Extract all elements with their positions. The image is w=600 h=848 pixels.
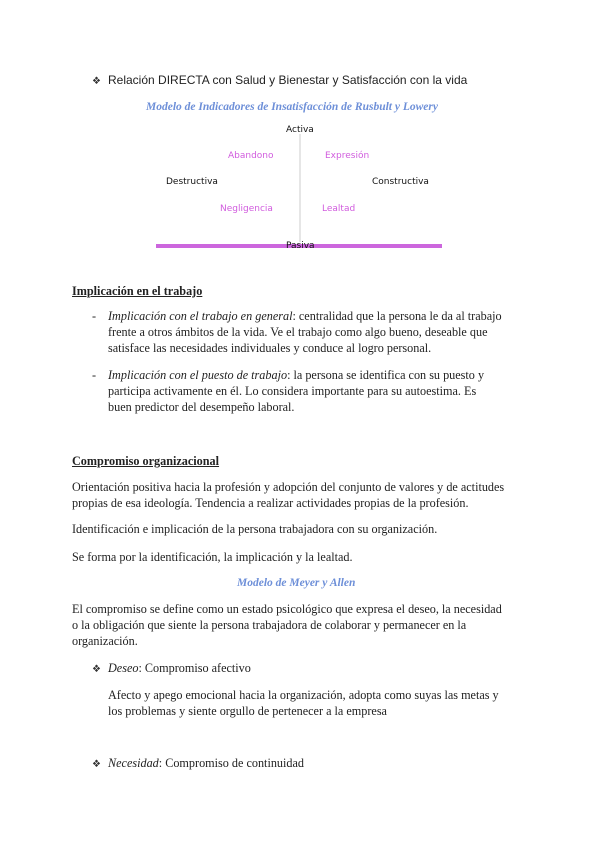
intro-bullet-text: Relación DIRECTA con Salud y Bienestar y Satisfacción con la vida xyxy=(108,73,468,87)
diamond-bullet-icon: ❖ xyxy=(92,664,101,675)
term-deseo: Deseo xyxy=(108,661,139,675)
dash-bullet: - xyxy=(92,368,97,382)
quadrant-abandono: Abandono xyxy=(228,151,274,161)
deseo-bullet: Deseo: Compromiso afectivo xyxy=(108,661,251,675)
quadrant-lealtad: Lealtad xyxy=(322,204,356,214)
axis-label-activa: Activa xyxy=(286,125,314,135)
compromiso-paragraph-3: Se forma por la identificación, la implicación y la lealtad. xyxy=(72,550,353,564)
quadrant-expresion: Expresión xyxy=(325,151,370,161)
diamond-bullet-icon: ❖ xyxy=(92,759,101,770)
heading-implicacion: Implicación en el trabajo xyxy=(72,284,203,298)
heading-compromiso: Compromiso organizacional xyxy=(72,454,220,468)
implicacion-item-1: Implicación con el trabajo en general: centralidad que la persona le da al trabajo frente a otros ámbitos de la vida. Ve el trabajo como algo bueno, deseable que satisface las necesidades individuales y conduce al logro personal. xyxy=(108,309,502,355)
deseo-description: Afecto y apego emocional hacia la organización, adopta como suyas las metas y los problemas y siente orgullo de pertenecer a la empresa xyxy=(108,688,499,718)
compromiso-paragraph-2: Identificación e implicación de la persona trabajadora con su organización. xyxy=(72,522,438,536)
term-implicacion-general: Implicación con el trabajo en general xyxy=(108,309,293,323)
compromiso-paragraph-1: Orientación positiva hacia la profesión y adopción del conjunto de valores y de actitudes propias de esa ideología. Tendencia a realizar actividades propias de la profesión. xyxy=(72,480,505,510)
implicacion-item-2: Implicación con el puesto de trabajo: la persona se identifica con su puesto y participa activamente en él. Lo considera importante para su autoestima. Es buen predictor del desempeño laboral. xyxy=(108,368,485,414)
axis-label-constructiva: Constructiva xyxy=(372,177,429,187)
axis-label-pasiva: Pasiva xyxy=(286,241,315,251)
model-meyer-allen-title: Modelo de Meyer y Allen xyxy=(237,577,356,589)
model-rusbult-title: Modelo de Indicadores de Insatisfacción de Rusbult y Lowery xyxy=(146,101,438,113)
necesidad-bullet: Necesidad: Compromiso de continuidad xyxy=(108,756,305,770)
dash-bullet: - xyxy=(92,309,97,323)
term-implicacion-puesto: Implicación con el puesto de trabajo xyxy=(108,368,288,382)
quadrant-negligencia: Negligencia xyxy=(220,204,273,214)
diamond-bullet-icon: ❖ xyxy=(92,76,101,87)
axis-label-destructiva: Destructiva xyxy=(166,177,218,187)
compromiso-paragraph-4: El compromiso se define como un estado psicológico que expresa el deseo, la necesidad o la obligación que siente la persona trabajadora de colaborar y permanecer en la organización. xyxy=(72,602,502,648)
term-necesidad: Necesidad xyxy=(108,756,159,770)
